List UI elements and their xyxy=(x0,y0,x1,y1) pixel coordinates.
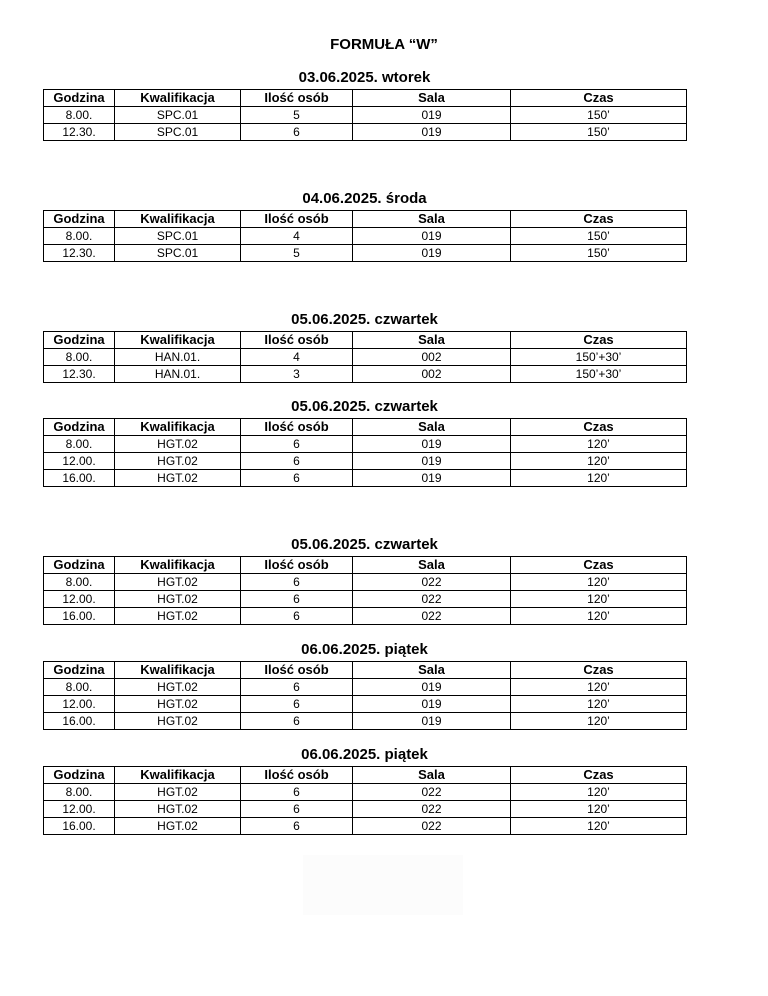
table-cell: 5 xyxy=(241,245,353,262)
column-header: Ilość osób xyxy=(241,419,353,436)
table-cell: 6 xyxy=(241,574,353,591)
table-cell: 6 xyxy=(241,608,353,625)
table-cell: 120’ xyxy=(511,574,687,591)
schedule-table xyxy=(43,556,687,625)
table-cell: 019 xyxy=(353,107,511,124)
blank-area xyxy=(303,855,463,915)
column-header: Godzina xyxy=(44,662,115,679)
table-row xyxy=(44,107,687,124)
table-cell: 8.00. xyxy=(44,228,115,245)
column-header: Godzina xyxy=(44,557,115,574)
section-heading: 05.06.2025. czwartek xyxy=(291,536,438,553)
table-cell: 150’ xyxy=(511,107,687,124)
column-header: Czas xyxy=(511,90,687,107)
table-cell: HGT.02 xyxy=(115,713,241,730)
table-cell: 120’ xyxy=(511,818,687,835)
schedule-table xyxy=(43,89,687,141)
table-cell: 120’ xyxy=(511,784,687,801)
schedule-table xyxy=(43,210,687,262)
section-heading: 05.06.2025. czwartek xyxy=(291,311,438,328)
table-cell: 6 xyxy=(241,818,353,835)
table-cell: SPC.01 xyxy=(115,245,241,262)
table-row xyxy=(44,801,687,818)
table-cell: HGT.02 xyxy=(115,591,241,608)
column-header: Sala xyxy=(353,90,511,107)
table-cell: HGT.02 xyxy=(115,574,241,591)
table-cell: 6 xyxy=(241,124,353,141)
table-cell: 019 xyxy=(353,245,511,262)
column-header: Sala xyxy=(353,332,511,349)
table-row xyxy=(44,436,687,453)
table-cell: 6 xyxy=(241,679,353,696)
schedule-section xyxy=(43,534,686,625)
header-row xyxy=(44,557,687,574)
table-cell: HAN.01. xyxy=(115,366,241,383)
table-row xyxy=(44,228,687,245)
table-cell: 6 xyxy=(241,591,353,608)
column-header: Kwalifikacja xyxy=(115,557,241,574)
table-cell: SPC.01 xyxy=(115,124,241,141)
table-cell: 150’ xyxy=(511,228,687,245)
table-row xyxy=(44,124,687,141)
table-cell: 120’ xyxy=(511,453,687,470)
column-header: Czas xyxy=(511,662,687,679)
table-cell: 022 xyxy=(353,591,511,608)
column-header: Ilość osób xyxy=(241,557,353,574)
table-cell: 019 xyxy=(353,436,511,453)
table-cell: 019 xyxy=(353,713,511,730)
column-header: Ilość osób xyxy=(241,662,353,679)
table-cell: HGT.02 xyxy=(115,784,241,801)
header-row xyxy=(44,332,687,349)
table-cell: 4 xyxy=(241,349,353,366)
column-header: Kwalifikacja xyxy=(115,767,241,784)
table-row xyxy=(44,591,687,608)
table-cell: HGT.02 xyxy=(115,696,241,713)
table-cell: 022 xyxy=(353,784,511,801)
table-cell: 6 xyxy=(241,713,353,730)
header-row xyxy=(44,90,687,107)
table-cell: 16.00. xyxy=(44,470,115,487)
column-header: Sala xyxy=(353,767,511,784)
document-title: FORMUŁA “W” xyxy=(330,36,438,53)
table-row xyxy=(44,608,687,625)
table-row xyxy=(44,470,687,487)
table-cell: 12.00. xyxy=(44,696,115,713)
table-cell: HGT.02 xyxy=(115,436,241,453)
column-header: Godzina xyxy=(44,767,115,784)
table-row xyxy=(44,679,687,696)
table-cell: HGT.02 xyxy=(115,801,241,818)
table-cell: HAN.01. xyxy=(115,349,241,366)
table-cell: 6 xyxy=(241,784,353,801)
header-row xyxy=(44,767,687,784)
table-cell: 150’ xyxy=(511,124,687,141)
table-cell: 150’+30’ xyxy=(511,366,687,383)
table-cell: 8.00. xyxy=(44,679,115,696)
column-header: Czas xyxy=(511,767,687,784)
column-header: Sala xyxy=(353,557,511,574)
header-row xyxy=(44,211,687,228)
table-cell: 8.00. xyxy=(44,574,115,591)
table-cell: SPC.01 xyxy=(115,107,241,124)
table-cell: 8.00. xyxy=(44,784,115,801)
table-cell: 019 xyxy=(353,679,511,696)
table-cell: 019 xyxy=(353,696,511,713)
table-row xyxy=(44,245,687,262)
header-row xyxy=(44,662,687,679)
table-row xyxy=(44,713,687,730)
table-cell: 6 xyxy=(241,470,353,487)
schedule-table xyxy=(43,766,687,835)
table-cell: 150’+30’ xyxy=(511,349,687,366)
table-cell: 6 xyxy=(241,696,353,713)
column-header: Czas xyxy=(511,332,687,349)
schedule-section xyxy=(43,188,686,262)
schedule-section xyxy=(43,67,686,141)
table-cell: 120’ xyxy=(511,679,687,696)
table-cell: 6 xyxy=(241,453,353,470)
column-header: Kwalifikacja xyxy=(115,332,241,349)
table-cell: 12.00. xyxy=(44,591,115,608)
table-cell: HGT.02 xyxy=(115,818,241,835)
table-cell: 4 xyxy=(241,228,353,245)
table-cell: 019 xyxy=(353,124,511,141)
table-cell: 120’ xyxy=(511,591,687,608)
column-header: Kwalifikacja xyxy=(115,90,241,107)
column-header: Godzina xyxy=(44,211,115,228)
header-row xyxy=(44,419,687,436)
table-row xyxy=(44,696,687,713)
column-header: Ilość osób xyxy=(241,332,353,349)
table-cell: 150’ xyxy=(511,245,687,262)
schedule-section xyxy=(43,396,686,487)
schedule-table xyxy=(43,331,687,383)
table-row xyxy=(44,818,687,835)
column-header: Ilość osób xyxy=(241,767,353,784)
table-cell: 120’ xyxy=(511,801,687,818)
column-header: Ilość osób xyxy=(241,90,353,107)
table-cell: 6 xyxy=(241,436,353,453)
table-row xyxy=(44,366,687,383)
column-header: Ilość osób xyxy=(241,211,353,228)
section-heading: 06.06.2025. piątek xyxy=(301,641,428,658)
schedule-section xyxy=(43,309,686,383)
schedule-section xyxy=(43,744,686,835)
column-header: Godzina xyxy=(44,90,115,107)
column-header: Czas xyxy=(511,557,687,574)
table-cell: 022 xyxy=(353,818,511,835)
table-cell: 022 xyxy=(353,608,511,625)
table-cell: 120’ xyxy=(511,470,687,487)
table-cell: 002 xyxy=(353,349,511,366)
table-cell: 12.30. xyxy=(44,366,115,383)
table-cell: 019 xyxy=(353,470,511,487)
table-cell: HGT.02 xyxy=(115,470,241,487)
section-heading: 06.06.2025. piątek xyxy=(301,746,428,763)
section-heading: 03.06.2025. wtorek xyxy=(298,69,431,86)
column-header: Czas xyxy=(511,211,687,228)
column-header: Kwalifikacja xyxy=(115,662,241,679)
column-header: Kwalifikacja xyxy=(115,419,241,436)
table-row xyxy=(44,574,687,591)
column-header: Godzina xyxy=(44,332,115,349)
table-row xyxy=(44,349,687,366)
column-header: Sala xyxy=(353,211,511,228)
schedule-table xyxy=(43,418,687,487)
table-cell: 12.00. xyxy=(44,453,115,470)
table-cell: 022 xyxy=(353,801,511,818)
table-row xyxy=(44,453,687,470)
table-cell: 16.00. xyxy=(44,818,115,835)
table-row xyxy=(44,784,687,801)
table-cell: 6 xyxy=(241,801,353,818)
table-cell: HGT.02 xyxy=(115,679,241,696)
table-cell: 120’ xyxy=(511,713,687,730)
column-header: Czas xyxy=(511,419,687,436)
table-cell: 019 xyxy=(353,453,511,470)
table-cell: HGT.02 xyxy=(115,453,241,470)
table-cell: 8.00. xyxy=(44,436,115,453)
table-cell: 8.00. xyxy=(44,349,115,366)
schedule-table xyxy=(43,661,687,730)
table-cell: HGT.02 xyxy=(115,608,241,625)
column-header: Kwalifikacja xyxy=(115,211,241,228)
table-cell: 12.30. xyxy=(44,124,115,141)
schedule-section xyxy=(43,639,686,730)
table-cell: SPC.01 xyxy=(115,228,241,245)
table-cell: 019 xyxy=(353,228,511,245)
column-header: Sala xyxy=(353,662,511,679)
table-cell: 002 xyxy=(353,366,511,383)
table-cell: 022 xyxy=(353,574,511,591)
table-cell: 16.00. xyxy=(44,713,115,730)
table-cell: 5 xyxy=(241,107,353,124)
section-heading: 05.06.2025. czwartek xyxy=(291,398,438,415)
table-cell: 120’ xyxy=(511,696,687,713)
column-header: Godzina xyxy=(44,419,115,436)
section-heading: 04.06.2025. środa xyxy=(302,190,427,207)
table-cell: 120’ xyxy=(511,436,687,453)
table-cell: 12.30. xyxy=(44,245,115,262)
table-cell: 120’ xyxy=(511,608,687,625)
table-cell: 8.00. xyxy=(44,107,115,124)
table-cell: 3 xyxy=(241,366,353,383)
table-cell: 12.00. xyxy=(44,801,115,818)
table-cell: 16.00. xyxy=(44,608,115,625)
column-header: Sala xyxy=(353,419,511,436)
